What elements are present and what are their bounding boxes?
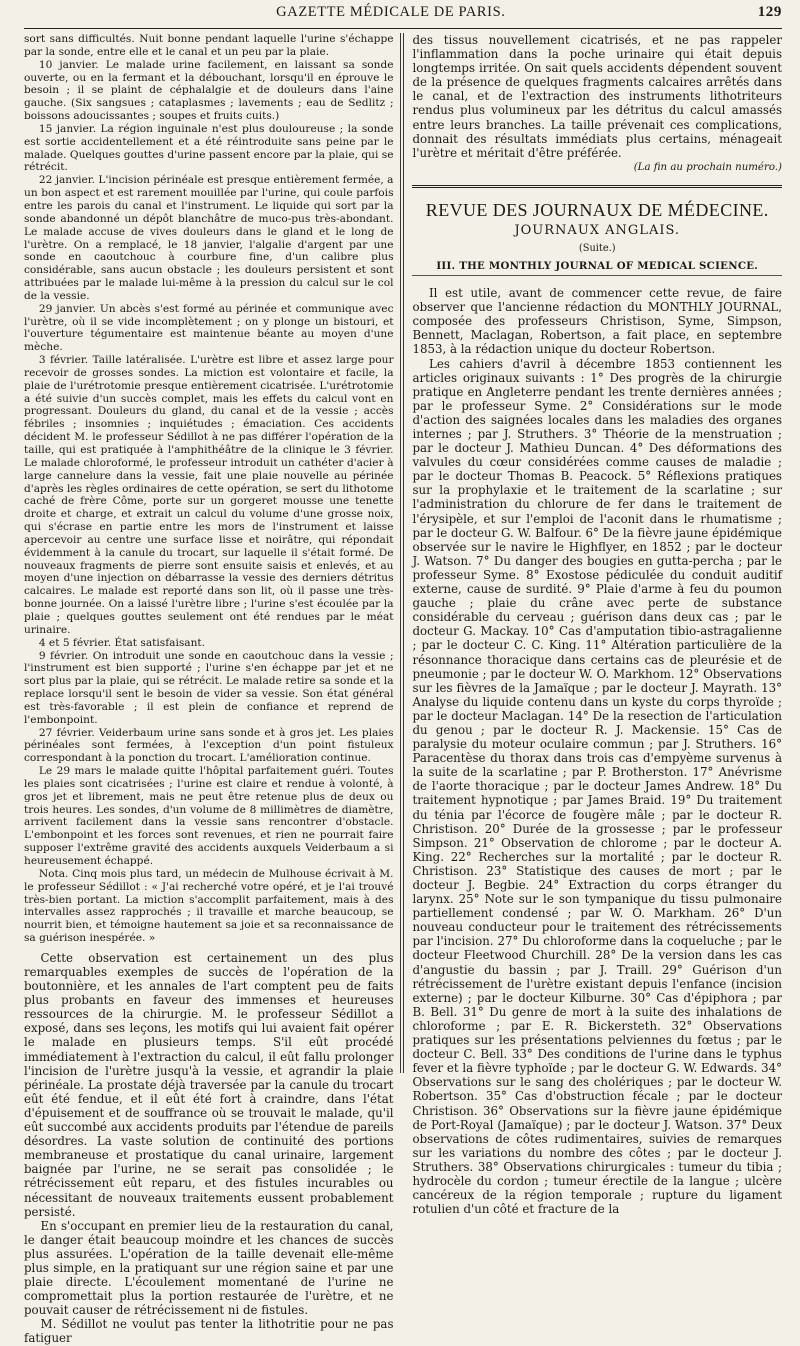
revue-subtitle: JOURNAUX ANGLAIS. [514, 222, 681, 238]
section-heading: III. THE MONTHLY JOURNAL OF MEDICAL SCIENCE. [412, 260, 782, 276]
observation-paragraph: 29 janvier. Un abcès s'est formé au périnée et communique avec l'urètre, où il se vide incomplètement ; on y plonge un bistouri, et l'ouverture tégumentaire est maintenue béante au moyen d'une mèche. [24, 302, 394, 354]
continuation-paragraph: des tissus nouvellement cicatrisés, et ne pas rappeler l'inflammation dans la poche urinaire qui était depuis longtemps irritée. On sait quels accidents dépendent souvent de la présence de quelques fragments calcaires arrêtés dans le canal, et de l'extraction des instruments lithotriteurs rendus plus volumineux par les détritus du calcul amassés entre leurs branches. La taille prévenait ces complications, donnait des résultats immédiats plus certains, ménageait l'urètre et méritait d'être préférée. [412, 33, 782, 160]
left-column [24, 33, 400, 1346]
observation-paragraph: 27 février. Veiderbaum urine sans sonde et à gros jet. Les plaies périnéales sont fermées, à l'exception d'un point fistuleux correspondant à la ponction du trocart. L'amélioration continue. [24, 726, 394, 765]
observation-paragraph: sort sans difficultés. Nuit bonne pendant laquelle l'urine s'échappe par la sonde, entre elle et le canal et un peu par la plaie. [24, 33, 394, 58]
page-number: 129 [757, 4, 782, 20]
nota-paragraph: Nota. Cinq mois plus tard, un médecin de Mulhouse écrivait à M. le professeur Sédillot : « J'ai recherché votre opéré, et je l'ai trouvé très-bien portant. La miction s'accomplit parfaitement, mais à des intervalles assez rapprochés ; il travaille et marche beaucoup, se nourrit bien, et témoigne hautement sa joie et sa reconnaissance de sa guérison inespérée. » [24, 867, 394, 945]
two-column-layout [24, 33, 782, 1346]
commentary-paragraph: M. Sédillot ne voulut pas tenter la lithotritie pour ne pas fatiguer [24, 1317, 394, 1346]
observation-paragraph: Le 29 mars le malade quitte l'hôpital parfaitement guéri. Toutes les plaies sont cicatrisées ; l'urine est claire et rendue à volonté, à gros jet et librement, mais ne peut être retenue plus de deux ou trois heures. Les sondes, d'un volume de 8 millimètres de diamètre, arrivent facilement dans la vessie sans rencontrer d'obstacle. L'embonpoint et les forces sont revenues, et rien ne pourrait faire supposer l'extrême gravité des accidents auxquels Veiderbaum a si heureusement échappé. [24, 765, 394, 867]
commentary-paragraph: En s'occupant en premier lieu de la restauration du canal, le danger était beaucoup moindre et les chances de succès plus assurées. L'opération de la taille devenait elle-même plus simple, en la pratiquant sur une région saine et par une plaie directe. L'écoulement momentané de l'urine ne compromettait plus la portion restaurée de l'urètre, et ne pouvait causer de rétrécissement ni de fistules. [24, 1218, 394, 1318]
continuation-note: (La fin au prochain numéro.) [633, 161, 782, 173]
observation-paragraph: 15 janvier. La région inguinale n'est plus douloureuse ; la sonde est sortie accidentellement et a été réintroduite sans peine par le malade. Quelques gouttes d'urine passent encore par la plaie, qui se rétrécit. [24, 122, 394, 174]
observation-paragraph: 22 janvier. L'incision périnéale est presque entièrement fermée, a un bon aspect et est rarement mouillée par l'urine, qui coule parfois entre les parois du canal et l'instrument. Le liquide qui sort par la sonde abandonné un dépôt blanchâtre de muco-pus très-abondant. Le malade accuse de vives douleurs dans le gland et le long de l'urètre. On a remplacé, le 18 janvier, l'algalie d'argent par une sonde en caoutchouc à courbure fine, d'un calibre plus considérable, sans aucun obstacle ; les douleurs persistent et sont attribuées par le malade lui-même à la pression du calcul sur le col de la vessie. [24, 174, 394, 302]
right-column [404, 33, 782, 1217]
observation-paragraph: 4 et 5 février. État satisfaisant. [38, 636, 206, 649]
revue-title: REVUE DES JOURNAUX DE MÉDECINE. [425, 199, 769, 220]
revue-paragraph: Les cahiers d'avril à décembre 1853 contiennent les articles originaux suivants : 1° Des progrès de la chirurgie pratique en Angleterre pendant les trente dernières années ; par le professeur Syme. 2° Considérations sur le mode d'action des saignées locales dans les maladies des organes internes ; par J. Struthers. 3° Théorie de la menstruation ; par le docteur J. Mathieu Duncan. 4° Des déformations des valvules du cœur considérées comme causes de maladie ; par le docteur Thomas B. Peacock. 5° Réflexions pratiques sur la prophylaxie et le traitement de la scarlatine ; sur l'administration du chlorure de fer dans le traitement de l'érysipèle, et sur l'emploi de l'aconit dans le rhumatisme ; par le docteur G. W. Balfour. 6° De la fièvre jaune épidémique observée sur le navire le Highflyer, en 1852 ; par le docteur J. Watson. 7° Du danger des bougies en gutta-percha ; par le professeur Syme. 8° Exostose pédiculée du conduit auditif externe, cause de surdité. 9° Plaie d'arme à feu du poumon gauche ; plaie du crâne avec perte de substance considérable du cerveau ; guérison dans deux cas ; par le docteur G. Mackay. 10° Cas d'amputation tibio-astragalienne ; par le docteur C. C. King. 11° Altération particulière de la résonnance thoracique dans certains cas de pleurésie et de pneumonie ; par le docteur W. O. Markhom. 12° Observations sur les fièvres de la Jamaïque ; par le docteur J. Mayrath. 13° Analyse du liquide contenu dans un kyste du corps thyroïde ; par le docteur Maclagan. 14° De la resection de l'articulation du genou ; par le docteur R. J. Mackensie. 15° Cas de paralysie du moteur oculaire commun ; par J. Struthers. 16° Paracentèse du thorax dans trois cas d'empyème survenus à la suite de la scarlatine ; par P. Brotherston. 17° Anévrisme de l'aorte thoracique ; par le docteur James Andrew. 18° Du traitement hypnotique ; par James Braid. 19° Du traitement du ténia par l'écorce de fougère mâle ; par le docteur R. Christison. 20° Durée de la grossesse ; par le professeur Simpson. 21° Observation de chlorome ; par le docteur A. King. 22° Recherches sur la mortalité ; par le docteur R. Christison. 23° Statistique des causes de mort ; par le docteur J. Begbie. 24° Extraction du corps étranger du larynx. 25° Note sur le son tympanique du tissu pulmonaire partiellement condensé ; par W. O. Markham. 26° D'un nouveau conducteur pour le traitement des rétrécissements par l'incision. 27° Du chloroforme dans la coqueluche ; par le docteur Fleetwood Churchill. 28° De la version dans les cas d'angustie du bassin ; par J. Traill. 29° Guérison d'un rétrécissement de l'urètre existant depuis l'enfance (incision externe) ; par le docteur Kilburne. 30° Cas d'épiphora ; par B. Bell. 31° Du genre de mort à la suite des inhalations de chloroforme ; par E. R. Bickersteth. 32° Observations pratiques sur les présentations pelviennes du fœtus ; par le docteur C. Bell. 33° Des conditions de l'urine dans le typhus fever et la fièvre typhoïde ; par le docteur G. W. Edwards. 34° Observations sur le sang des cholériques ; par le docteur W. Robertson. 35° Cas d'obstruction fécale ; par le docteur Christison. 36° Observations sur la fièvre jaune épidémique de Port-Royal (Jamaïque) ; par le docteur J. Watson. 37° Deux observations de côtes rudimentaires, suivies de remarques sur les variations du nombre des côtes ; par le docteur J. Struthers. 38° Observations chirurgicales : tumeur du tibia ; hydrocèle du cordon ; tumeur érectile de la langue ; ulcère cancéreux de la région temporale ; rupture du ligament rotulien d'un côté et fracture de la [412, 356, 782, 1217]
observation-paragraph: 3 février. Taille latéralisée. L'urètre est libre et assez large pour recevoir de grosses sondes. La miction est volontaire et facile, la plaie de l'urétrotomie presque entièrement cicatrisée. L'urétrotomie a été suivie d'un succès complet, mais les effets du calcul vont en progressant. Douleurs du gland, du canal et de la vessie ; accès fébriles ; insomnies ; inquiétudes ; émaciation. Ces accidents décident M. le professeur Sédillot à ne pas différer l'opération de la taille, qui est pratiquée à l'amphithéâtre de la clinique le 3 février. Le malade chloroformé, le professeur introduit un cathéter d'acier à large cannelure dans la vessie, fait une plaie nouvelle au périnée d'après les règles ordinaires de cette opération, se sert du lithotome caché de frère Côme, porte sur un gorgeret mousse une tenette droite et charge, et extrait un calcul du volume d'une grosse noix, qui s'écrase en partie entre les mors de l'instrument et laisse apercevoir au centre une surface lisse et noirâtre, qui répondait évidemment à la canule du trocart, sur laquelle il s'était formé. De nouveaux fragments de pierre sont ensuite saisis et enlevés, et au moyen d'une injection on débarrasse la vessie des derniers détritus calcaires. Le malade est reporté dans son lit, où il passe une très-bonne journée. On a laissé l'urètre libre ; l'urine s'est écoulée par la plaie ; quelques gouttes seulement ont été rendues par le méat urinaire. [24, 354, 394, 636]
observation-paragraph: 9 février. On introduit une sonde en caoutchouc dans la vessie ; l'instrument est bien supporté ; l'urine s'en échappe par jet et ne sort plus par la plaie, qui se rétrécit. Le malade retire sa sonde et la replace lorsqu'il sent le besoin de vider sa vessie. Son état général est très-favorable ; il est plein de confiance et reprend de l'embonpoint. [24, 649, 394, 726]
suite-label: (Suite.) [578, 243, 616, 255]
section-rule [412, 185, 782, 188]
observation-paragraph: 10 janvier. Le malade urine facilement, en laissant sa sonde ouverte, ou en la fermant et la débouchant, lorsqu'il en éprouve le besoin ; il se plaint de céphalalgie et de douleurs dans l'aine gauche. (Six sangsues ; cataplasmes ; lavements ; eau de Sedlitz ; boissons adoucissantes ; soupes et fruits cuits.) [24, 58, 394, 123]
revue-paragraph: Il est utile, avant de commencer cette revue, de faire observer que l'ancienne rédaction du MONTHLY JOURNAL, composée des professeurs Christison, Syme, Simpson, Bennett, Maclagan, Robertson, a fait place, en septembre 1853, à la rédaction unique du docteur Robertson. [412, 286, 782, 357]
journal-title: GAZETTE MÉDICALE DE PARIS. [276, 4, 506, 20]
running-header [24, 4, 782, 29]
commentary-paragraph: Cette observation est certainement un des plus remarquables exemples de succès de l'opération de la boutonnière, et les annales de l'art comptent peu de faits plus probants en faveur des immenses et heureuses ressources de la chirurgie. M. le professeur Sédillot a exposé, dans ses leçons, les motifs qui lui avaient fait opérer le malade en plusieurs temps. S'il eût procédé immédiatement à l'extraction du calcul, il eût fallu prolonger l'incision de l'urètre jusqu'à la vessie, et agrandir la plaie périnéale. La prostate déjà traversée par la canule du trocart eût été fendue, et il eût été fort à craindre, dans l'état d'épuisement et de souffrance où se trouvait le malade, qu'il eût succombé aux accidents produits par l'étendue de pareils désordres. La vaste solution de continuité des portions membraneuse et prostatique du canal urinaire, largement baignée par l'urine, ne se serait pas consolidée ; le rétrécissement eût reparu, et des fistules incurables ou nécessitant de nouveaux traitements eussent probablement persisté. [24, 950, 394, 1219]
